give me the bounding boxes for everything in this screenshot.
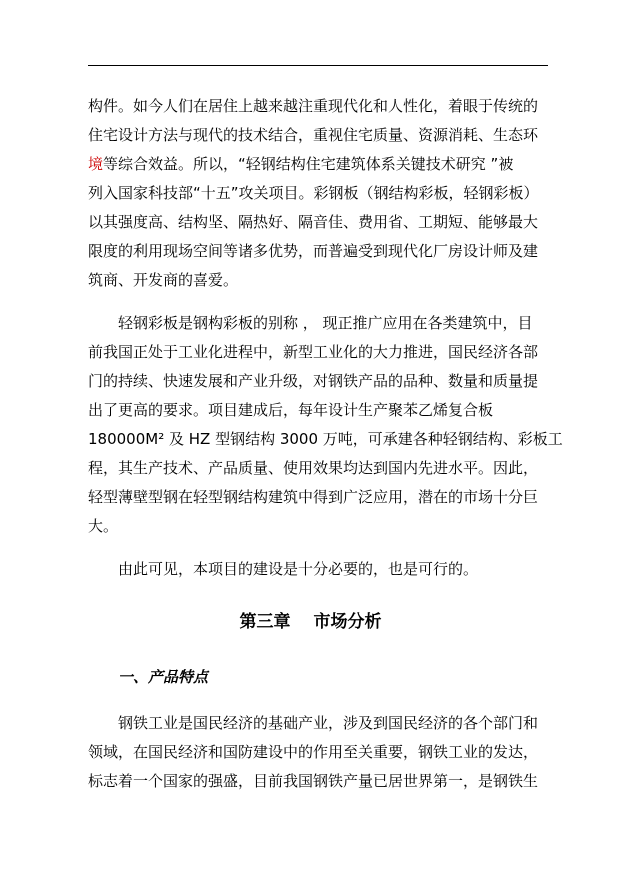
paragraph-2-line-3: 门的持续、快速发展和产业升级，对钢铁产品的品种、数量和质量提 [88, 372, 539, 390]
paragraph-2-line-2: 前我国正处于工业化进程中，新型工业化的大力推进，国民经济各部 [88, 343, 539, 361]
paragraph-2-line-5: 180000M² 及 HZ 型钢结构 3000 万吨，可承建各种轻钢结构、彩板工 [88, 430, 563, 448]
paragraph-2-line-4: 出了更高的要求。项目建成后，每年设计生产聚苯乙烯复合板 [88, 401, 494, 419]
paragraph-2-line-8: 大。 [88, 517, 119, 535]
paragraph-1-line-1: 构件。如今人们在居住上越来越注重现代化和人性化，着眼于传统的 [88, 97, 539, 115]
paragraph-4-line-3: 标志着一个国家的强盛，目前我国钢铁产量已居世界第一，是钢铁生 [88, 772, 539, 790]
paragraph-1-line-6: 限度的利用现场空间等诸多优势，而普遍受到现代化厂房设计师及建 [88, 242, 539, 260]
paragraph-1-line-4: 列入国家科技部“十五”攻关项目。彩钢板（钢结构彩板，轻钢彩板） [88, 184, 539, 202]
chapter-title: 第三章 市场分析 [239, 612, 382, 632]
paragraph-2-line-7: 轻型薄壁型钢在轻型钢结构建筑中得到广泛应用，潜在的市场十分巨 [88, 488, 539, 506]
paragraph-3-line-1: 由此可见，本项目的建设是十分必要的，也是可行的。 [118, 560, 479, 578]
highlighted-char: 境 [88, 155, 104, 173]
paragraph-1-line-3-text: 等综合效益。所以，“轻钢结构住宅建筑体系关键技术研究 ”被 [103, 155, 514, 173]
paragraph-1-line-3 [88, 154, 513, 174]
paragraph-1-line-7: 筑商、开发商的喜爱。 [88, 271, 239, 289]
paragraph-2-line-6: 程，其生产技术、产品质量、使用效果均达到国内先进水平。因此， [88, 459, 539, 477]
section-title: 一、产品特点 [118, 668, 209, 686]
paragraph-4-line-1: 钢铁工业是国民经济的基础产业，涉及到国民经济的各个部门和 [118, 714, 539, 732]
paragraph-1-line-2: 住宅设计方法与现代的技术结合，重视住宅质量、资源消耗、生态环 [88, 126, 539, 144]
paragraph-1-line-5: 以其强度高、结构坚、隔热好、隔音佳、费用省、工期短、能够最大 [88, 213, 539, 231]
paragraph-2-line-1: 轻钢彩板是钢构彩板的别称 ， 现正推广应用在各类建筑中，目 [118, 314, 533, 332]
paragraph-4-line-2: 领域，在国民经济和国防建设中的作用至关重要，钢铁工业的发达， [88, 743, 539, 761]
header-rule [88, 65, 548, 66]
